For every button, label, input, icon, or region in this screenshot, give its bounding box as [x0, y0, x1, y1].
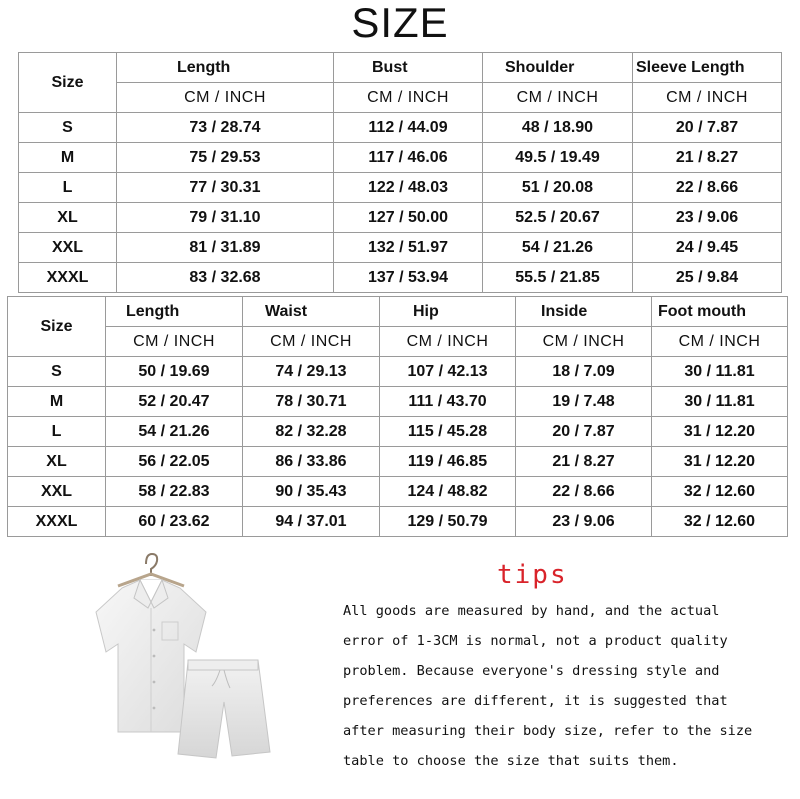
value-cell: 30 / 11.81	[652, 387, 788, 417]
value-cell: 50 / 19.69	[106, 357, 243, 387]
value-cell: 74 / 29.13	[243, 357, 380, 387]
value-cell: 30 / 11.81	[652, 357, 788, 387]
value-cell: 86 / 33.86	[243, 447, 380, 477]
table-row	[8, 477, 788, 507]
value-cell: 56 / 22.05	[106, 447, 243, 477]
size-cell: XXXL	[8, 507, 106, 537]
value-cell: 32 / 12.60	[652, 507, 788, 537]
value-cell: 22 / 8.66	[633, 173, 782, 203]
size-cell: S	[8, 357, 106, 387]
column-header: Shoulder	[483, 53, 633, 83]
column-header: Length	[106, 297, 243, 327]
column-header: Waist	[243, 297, 380, 327]
value-cell: 18 / 7.09	[516, 357, 652, 387]
table-row	[19, 203, 782, 233]
value-cell: 82 / 32.28	[243, 417, 380, 447]
value-cell: 52.5 / 20.67	[483, 203, 633, 233]
value-cell: 90 / 35.43	[243, 477, 380, 507]
size-cell: XXL	[8, 477, 106, 507]
value-cell: 20 / 7.87	[516, 417, 652, 447]
value-cell: 75 / 29.53	[117, 143, 334, 173]
value-cell: 124 / 48.82	[380, 477, 516, 507]
page-title: SIZE	[351, 0, 449, 46]
unit-label: CM / INCH	[483, 83, 633, 113]
value-cell: 132 / 51.97	[334, 233, 483, 263]
unit-label: CM / INCH	[633, 83, 782, 113]
value-cell: 32 / 12.60	[652, 477, 788, 507]
bottom-size-table	[7, 296, 788, 537]
value-cell: 79 / 31.10	[117, 203, 334, 233]
column-header: Hip	[380, 297, 516, 327]
value-cell: 19 / 7.48	[516, 387, 652, 417]
value-cell: 77 / 30.31	[117, 173, 334, 203]
size-cell: M	[8, 387, 106, 417]
value-cell: 127 / 50.00	[334, 203, 483, 233]
value-cell: 111 / 43.70	[380, 387, 516, 417]
unit-label: CM / INCH	[117, 83, 334, 113]
tips-line: preferences are different, it is suggested that	[343, 693, 728, 709]
size-cell: S	[19, 113, 117, 143]
value-cell: 23 / 9.06	[516, 507, 652, 537]
value-cell: 137 / 53.94	[334, 263, 483, 293]
value-cell: 51 / 20.08	[483, 173, 633, 203]
tips-line: table to choose the size that suits them.	[343, 753, 679, 769]
tips-line: error of 1-3CM is normal, not a product quality	[343, 633, 728, 649]
value-cell: 23 / 9.06	[633, 203, 782, 233]
value-cell: 21 / 8.27	[516, 447, 652, 477]
value-cell: 55.5 / 21.85	[483, 263, 633, 293]
unit-label: CM / INCH	[516, 327, 652, 357]
table-row	[8, 357, 788, 387]
value-cell: 22 / 8.66	[516, 477, 652, 507]
table-row	[19, 143, 782, 173]
size-cell: XXXL	[19, 263, 117, 293]
column-header: Foot mouth	[652, 297, 788, 327]
top-size-table	[18, 52, 782, 293]
tips-text	[343, 596, 783, 776]
column-header: Sleeve Length	[633, 53, 782, 83]
size-header: Size	[19, 53, 117, 113]
size-cell: XL	[8, 447, 106, 477]
value-cell: 119 / 46.85	[380, 447, 516, 477]
table-row	[8, 507, 788, 537]
shirt-and-shorts-image	[78, 552, 278, 767]
value-cell: 58 / 22.83	[106, 477, 243, 507]
unit-label: CM / INCH	[380, 327, 516, 357]
value-cell: 83 / 32.68	[117, 263, 334, 293]
value-cell: 24 / 9.45	[633, 233, 782, 263]
size-cell: M	[19, 143, 117, 173]
column-header: Bust	[334, 53, 483, 83]
table-row	[8, 387, 788, 417]
value-cell: 49.5 / 19.49	[483, 143, 633, 173]
unit-label: CM / INCH	[243, 327, 380, 357]
tips-line: problem. Because everyone's dressing style and	[343, 663, 720, 679]
value-cell: 31 / 12.20	[652, 447, 788, 477]
value-cell: 115 / 45.28	[380, 417, 516, 447]
table-row	[19, 263, 782, 293]
column-header: Length	[117, 53, 334, 83]
size-cell: XL	[19, 203, 117, 233]
tips-line: after measuring their body size, refer to the size	[343, 723, 753, 739]
value-cell: 78 / 30.71	[243, 387, 380, 417]
table-row	[8, 447, 788, 477]
value-cell: 107 / 42.13	[380, 357, 516, 387]
value-cell: 112 / 44.09	[334, 113, 483, 143]
size-header: Size	[8, 297, 106, 357]
value-cell: 25 / 9.84	[633, 263, 782, 293]
table-row	[8, 417, 788, 447]
size-cell: L	[8, 417, 106, 447]
value-cell: 52 / 20.47	[106, 387, 243, 417]
size-cell: XXL	[19, 233, 117, 263]
value-cell: 48 / 18.90	[483, 113, 633, 143]
value-cell: 54 / 21.26	[483, 233, 633, 263]
table-row	[19, 173, 782, 203]
tips-title: tips	[497, 560, 568, 590]
value-cell: 81 / 31.89	[117, 233, 334, 263]
value-cell: 54 / 21.26	[106, 417, 243, 447]
column-header: Inside	[516, 297, 652, 327]
size-cell: L	[19, 173, 117, 203]
value-cell: 60 / 23.62	[106, 507, 243, 537]
value-cell: 20 / 7.87	[633, 113, 782, 143]
value-cell: 21 / 8.27	[633, 143, 782, 173]
value-cell: 31 / 12.20	[652, 417, 788, 447]
value-cell: 73 / 28.74	[117, 113, 334, 143]
value-cell: 94 / 37.01	[243, 507, 380, 537]
table-row	[19, 113, 782, 143]
tips-line: All goods are measured by hand, and the actual	[343, 603, 720, 619]
value-cell: 129 / 50.79	[380, 507, 516, 537]
table-row	[19, 233, 782, 263]
unit-label: CM / INCH	[334, 83, 483, 113]
value-cell: 122 / 48.03	[334, 173, 483, 203]
unit-label: CM / INCH	[106, 327, 243, 357]
value-cell: 117 / 46.06	[334, 143, 483, 173]
unit-label: CM / INCH	[652, 327, 788, 357]
